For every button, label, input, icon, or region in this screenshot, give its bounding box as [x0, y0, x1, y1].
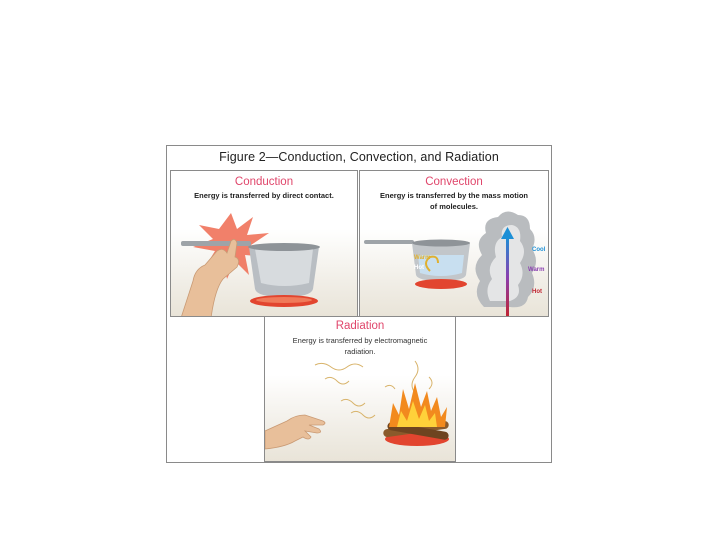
figure-title: Figure 2—Conduction, Convection, and Radiation: [219, 150, 499, 164]
burner-icon: [415, 279, 467, 289]
conduction-title: Conduction: [234, 176, 294, 188]
temperature-gradient-arrow: [506, 237, 509, 317]
conduction-panel: [170, 170, 358, 317]
radiation-illustration: [265, 317, 456, 462]
hand-icon: [181, 239, 239, 317]
pot-hot-label: Hot: [414, 265, 424, 271]
pan-handle: [364, 240, 414, 244]
pan-handle: [181, 241, 251, 246]
radiation-title: Radiation: [335, 320, 385, 332]
radiation-description: Energy is transferred by electromagnetic radiation.: [292, 336, 428, 356]
convection-description: Energy is transferred by the mass motion of molecules.: [380, 191, 528, 211]
pot-warm-label: Warm: [414, 255, 431, 261]
radiation-panel: [264, 316, 456, 462]
scale-cool-label: Cool: [532, 247, 546, 253]
figure-frame: [166, 145, 552, 463]
conduction-description: Energy is transferred by direct contact.: [194, 191, 334, 200]
convection-title: Convection: [425, 176, 483, 188]
conduction-illustration: [171, 171, 358, 317]
scale-warm-label: Warm: [528, 267, 545, 273]
convection-illustration: [360, 171, 549, 317]
hand-icon: [265, 415, 325, 449]
scale-hot-label: Hot: [532, 289, 542, 295]
convection-panel: [359, 170, 549, 317]
